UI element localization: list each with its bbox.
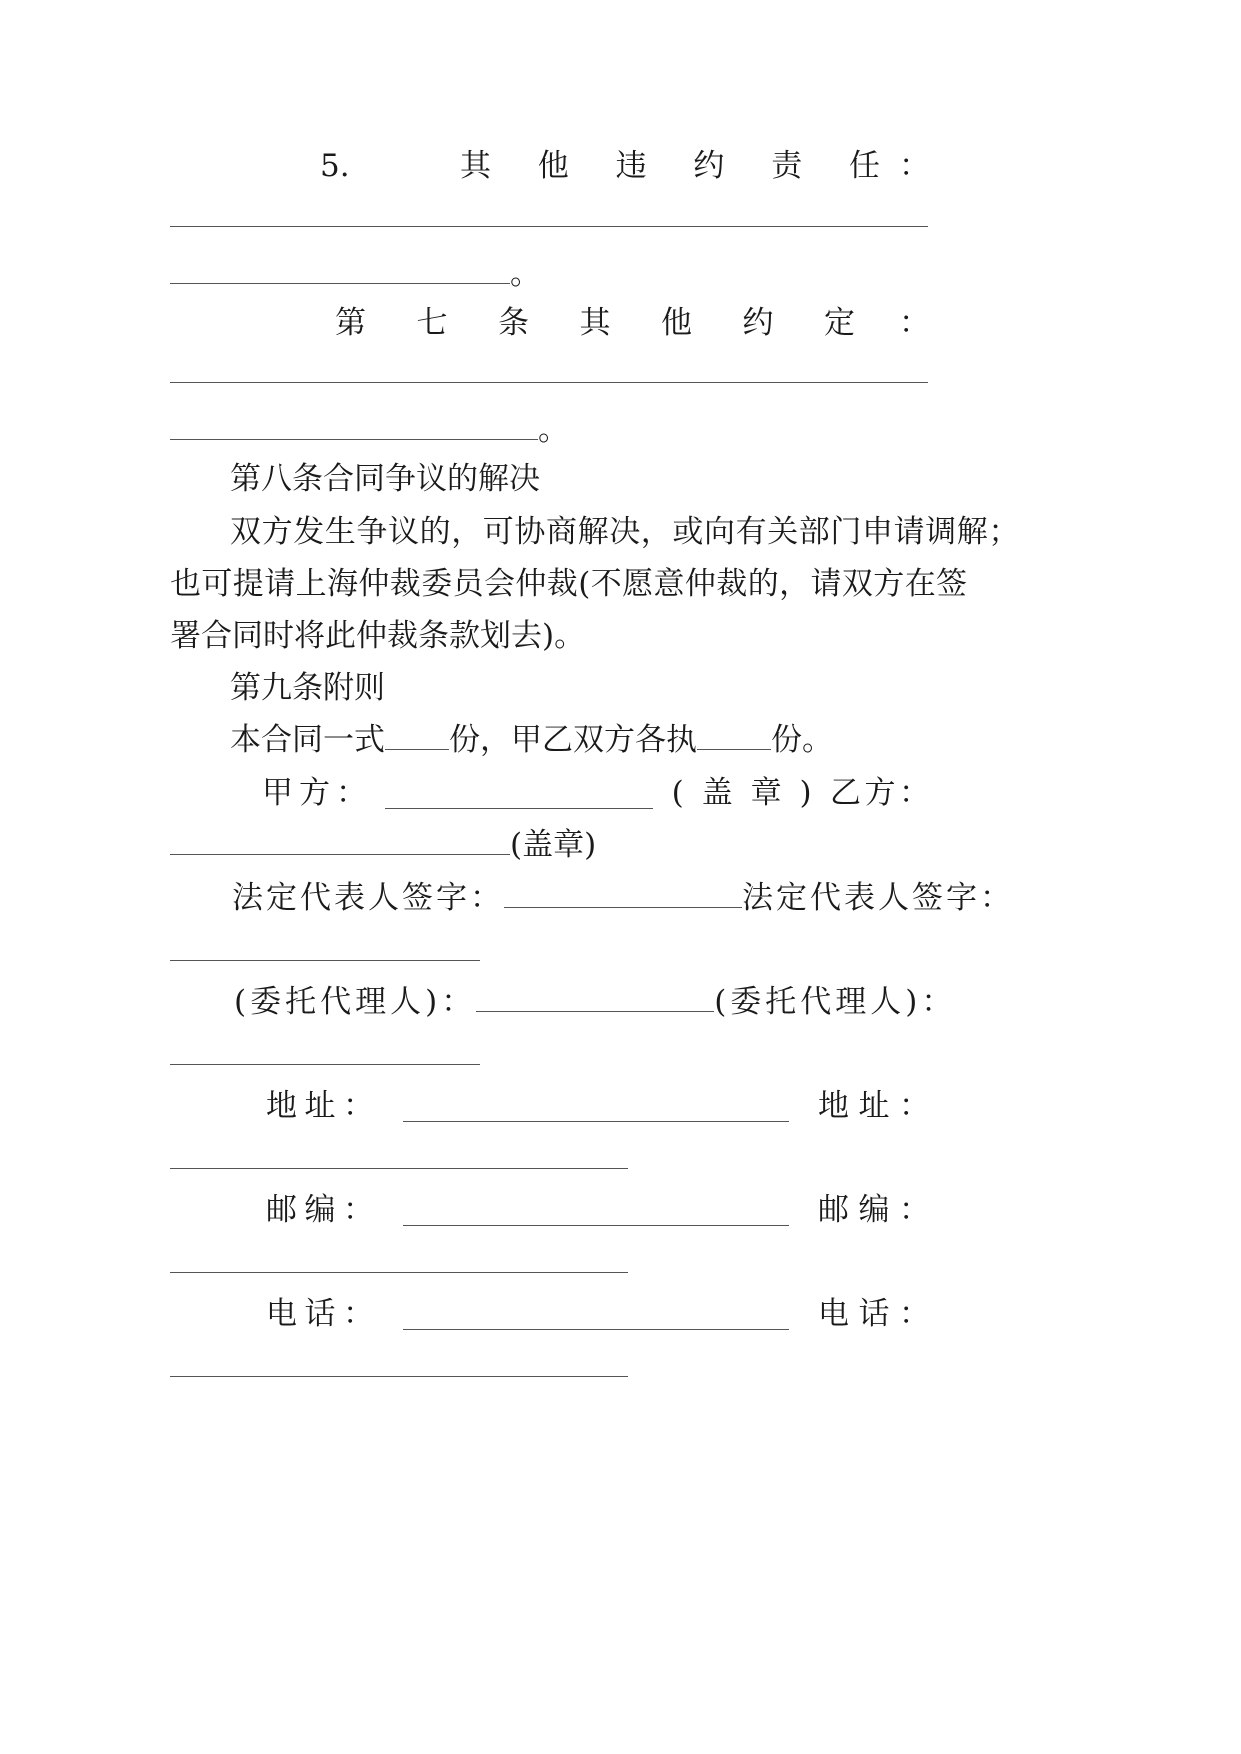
postcode-a-blank[interactable] (403, 1195, 789, 1226)
postcode-a-label-char: 编 (304, 1192, 336, 1228)
copies-each-blank[interactable] (697, 719, 771, 750)
legal-rep-a-label: 法定代表人签字： (232, 880, 504, 916)
phone-line (266, 1286, 930, 1342)
item-5-blank-line-2 (170, 246, 541, 302)
party-a-blank[interactable] (385, 778, 653, 809)
article-8-body-line-1: 双方发生争议的，可协商解决，或向有关部门申请调解； (230, 514, 1020, 550)
article-7-blank[interactable] (170, 409, 538, 440)
phone-b-label-char: 话 (858, 1296, 890, 1332)
phone-b-label-char: 电 (818, 1296, 849, 1332)
party-line (262, 765, 930, 821)
article-7-title-char: 定 (824, 305, 855, 341)
postcode-b-label-char: ： (899, 1192, 930, 1228)
postcode-line (266, 1182, 930, 1238)
party-b-label-char: 乙 (829, 775, 861, 811)
copies-post: 份。 (771, 722, 833, 758)
legal-rep-a-blank[interactable] (504, 877, 742, 908)
postcode-a-label-char: 邮 (266, 1192, 297, 1228)
phone-a-label-char: ： (343, 1296, 374, 1332)
item-5-text-char: 约 (693, 148, 725, 184)
article-7-title (335, 295, 855, 351)
article-7-title-char: 条 (498, 305, 529, 341)
agent-b-label: (委托代理人)： (714, 984, 957, 1020)
article-7-title-char: 他 (661, 305, 692, 341)
article-8-title: 第八条合同争议的解决 (230, 461, 540, 497)
postcode-b-blank[interactable] (170, 1272, 628, 1273)
item-5-label (460, 138, 930, 194)
party-a-seal-char: ) (799, 775, 812, 811)
address-b-label-char: 址 (858, 1088, 890, 1124)
party-a-label (262, 765, 367, 821)
legal-rep-b-label: 法定代表人签字： (742, 880, 1014, 916)
article-7-title-char: 七 (416, 305, 448, 341)
party-a-seal-char: 章 (750, 775, 782, 811)
copies-mid: 份，甲乙双方各执 (449, 722, 697, 758)
item-5-end: 。 (510, 256, 541, 292)
article-8-body-line-3: 署合同时将此仲裁条款划去)。 (170, 618, 586, 654)
article-7-blank-line-1[interactable] (170, 382, 928, 383)
postcode-b-label-char: 编 (858, 1192, 890, 1228)
party-a-label-char: 甲 (262, 775, 293, 811)
party-a-label-char: 方 (299, 775, 330, 811)
item-5-blank[interactable] (170, 253, 510, 284)
address-a-blank[interactable] (403, 1091, 789, 1122)
article-7-title-char: 其 (579, 305, 611, 341)
agent-a-label: (委托代理人)： (234, 984, 477, 1020)
address-a-label-char: 址 (304, 1088, 336, 1124)
item-5-text-char: 他 (537, 148, 569, 184)
party-b-line (170, 817, 596, 873)
item-5-text-char: 任 (848, 148, 880, 184)
phone-a-label-char: 电 (266, 1296, 297, 1332)
legal-rep-b-blank[interactable] (170, 960, 480, 961)
phone-a-label (266, 1286, 374, 1342)
article-7-colon: ： (899, 305, 930, 341)
postcode-a-label-char: ： (343, 1192, 374, 1228)
article-7-title-char: 约 (742, 305, 774, 341)
item-5-number: 5. (320, 148, 350, 184)
agent-b-blank[interactable] (170, 1064, 480, 1065)
address-a-label (266, 1078, 374, 1134)
item-5-text (460, 138, 880, 194)
legal-rep-line (232, 870, 1014, 926)
party-b-seal: (盖章) (510, 827, 597, 863)
address-b-label-char: 地 (818, 1088, 849, 1124)
phone-b-blank[interactable] (170, 1376, 628, 1377)
postcode-b-label-char: 邮 (818, 1192, 849, 1228)
item-5-blank-line-1[interactable] (170, 226, 928, 227)
phone-b-label (818, 1286, 930, 1342)
article-8-body-line-2: 也可提请上海仲裁委员会仲裁(不愿意仲裁的，请双方在签 (170, 566, 968, 602)
party-b-blank[interactable] (170, 824, 510, 855)
article-7-line (335, 295, 930, 351)
address-a-label-char: 地 (266, 1088, 297, 1124)
party-b-label-char: ： (898, 775, 930, 811)
party-a-label-char: ： (336, 775, 367, 811)
party-b-label-char: 方 (864, 775, 896, 811)
address-line (266, 1078, 930, 1134)
phone-b-label-char: ： (899, 1296, 930, 1332)
article-7-title-char: 第 (335, 305, 366, 341)
article-7-blank-line-2 (170, 402, 569, 458)
item-5-text-char: 其 (460, 148, 491, 184)
item-5-line (320, 138, 930, 194)
postcode-a-label (266, 1182, 374, 1238)
copies-total-blank[interactable] (385, 719, 449, 750)
address-b-label (818, 1078, 930, 1134)
article-9-title: 第九条附则 (230, 670, 385, 706)
address-b-blank[interactable] (170, 1168, 628, 1169)
phone-a-blank[interactable] (403, 1299, 789, 1330)
phone-a-label-char: 话 (304, 1296, 336, 1332)
party-a-seal-char: 盖 (701, 775, 733, 811)
article-7-end: 。 (538, 412, 569, 448)
address-b-label-char: ： (899, 1088, 930, 1124)
party-b-label (830, 765, 930, 821)
postcode-b-label (818, 1182, 930, 1238)
item-5-text-char: 违 (615, 148, 647, 184)
item-5-colon: ： (899, 148, 930, 184)
address-a-label-char: ： (343, 1088, 374, 1124)
party-a-seal (672, 765, 812, 821)
copies-line (230, 712, 833, 768)
copies-pre: 本合同一式 (230, 722, 385, 758)
agent-line (234, 974, 956, 1030)
agent-a-blank[interactable] (476, 981, 714, 1012)
item-5-text-char: 责 (771, 148, 803, 184)
party-a-seal-char: ( (671, 775, 684, 811)
